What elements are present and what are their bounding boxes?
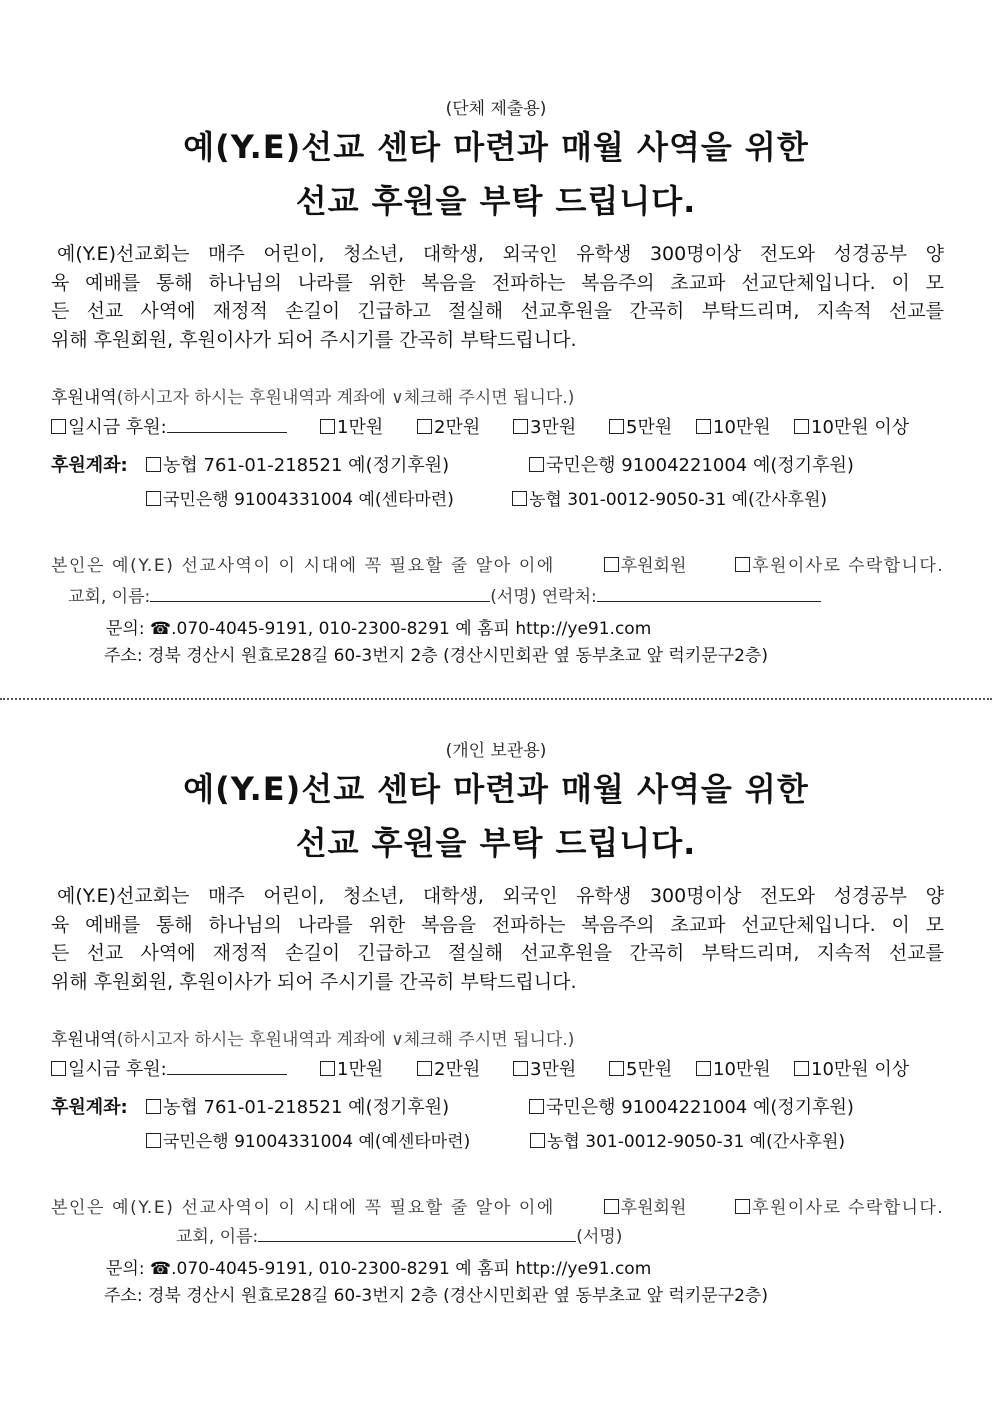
pledge-option-label: 후원이사로 수락합니다. [752, 1198, 944, 1218]
amount-option[interactable] [320, 1055, 383, 1081]
paragraph-line: 육 예배를 통해 하나님의 나라를 위한 복음을 전파하는 복음주의 초교파 선교단체입니다. 이 모 [51, 271, 944, 294]
lump-sum-amount-field[interactable] [167, 431, 287, 433]
title-line-2: 선교 후원을 부탁 드립니다. [295, 824, 697, 862]
church-name-field[interactable] [258, 1240, 576, 1242]
account-text: 국민은행 91004221004 예(정기후원) [546, 455, 854, 476]
pledge-option-label: 후원회원 [620, 556, 687, 576]
account-option[interactable] [146, 1093, 449, 1119]
checkbox-icon[interactable] [146, 491, 161, 506]
church-name-label: 교회, 이름: [68, 587, 151, 607]
intro-paragraph [51, 882, 944, 996]
amount-label: 10만원 [713, 1059, 771, 1080]
account-option[interactable] [146, 451, 449, 477]
checkbox-icon[interactable] [604, 557, 619, 572]
checkbox-icon[interactable] [513, 1061, 528, 1076]
account-option[interactable] [529, 451, 854, 477]
checkbox-icon[interactable] [146, 1099, 161, 1114]
amount-option[interactable] [513, 1055, 576, 1081]
amount-label: 5만원 [626, 417, 673, 438]
donation-details-heading [51, 383, 574, 408]
amount-option[interactable] [696, 413, 771, 439]
paragraph-line: 예(Y.E)선교회는 매주 어린이, 청소년, 대학생, 외국인 유학생 300명이상 전도와 성경공부 양 [57, 885, 944, 907]
address-line: 주소: 경북 경산시 원효로28길 60-3번지 2층 (경산시민회관 옆 동부초교 앞 럭키문구2층) [104, 646, 768, 666]
address-line: 주소: 경북 경산시 원효로28길 60-3번지 2층 (경산시민회관 옆 동부초교 앞 럭키문구2층) [104, 1286, 768, 1306]
form-type-tag: (개인 보관용) [445, 741, 547, 761]
paragraph-line: 든 선교 사역에 재정적 손길이 긴급하고 절실해 선교후원을 간곡히 부탁드리며, 지속적 선교를 [51, 942, 944, 964]
amount-label: 3만원 [530, 417, 577, 438]
checkbox-icon[interactable] [794, 1061, 809, 1076]
amount-label: 5만원 [626, 1059, 673, 1080]
lump-sum-option[interactable] [51, 413, 287, 439]
amount-label: 1만원 [337, 1059, 384, 1080]
amount-option[interactable] [417, 1055, 480, 1081]
pledge-member-option[interactable] [604, 1193, 687, 1218]
donation-details-heading [51, 1025, 574, 1050]
title-line-1: 예(Y.E)선교 센타 마련과 매월 사역을 위한 [183, 770, 809, 808]
checkbox-icon[interactable] [417, 1061, 432, 1076]
donation-hint: (하시고자 하시는 후원내역과 계좌에 ∨체크해 주시면 됩니다.) [116, 1030, 575, 1050]
inquiry-line: 문의: ☎.070-4045-9191, 010-2300-8291 예 홈피 http://ye91.com [106, 619, 652, 639]
paragraph-line: 위해 후원회원, 후원이사가 되어 주시기를 간곡히 부탁드립니다. [51, 328, 577, 351]
checkbox-icon[interactable] [529, 457, 544, 472]
account-text: 국민은행 91004221004 예(정기후원) [546, 1097, 854, 1118]
account-label: 후원계좌: [51, 1097, 128, 1118]
pledge-director-option[interactable] [735, 1193, 944, 1218]
checkbox-icon[interactable] [794, 419, 809, 434]
pledge-line [51, 551, 944, 576]
pledge-text: 본인은 예(Y.E) 선교사역이 이 시대에 꼭 필요할 줄 알아 이에 [51, 1198, 555, 1218]
checkbox-icon[interactable] [696, 1061, 711, 1076]
contact-label: 연락처: [541, 587, 597, 607]
amount-label: 3만원 [530, 1059, 577, 1080]
lump-sum-label: 일시금 후원: [68, 1059, 167, 1080]
checkbox-icon[interactable] [529, 1099, 544, 1114]
amount-option[interactable] [513, 413, 576, 439]
checkbox-icon[interactable] [146, 457, 161, 472]
intro-paragraph [51, 240, 944, 354]
checkbox-icon[interactable] [735, 557, 750, 572]
checkbox-icon[interactable] [735, 1199, 750, 1214]
account-option[interactable] [530, 1127, 845, 1152]
checkbox-icon[interactable] [320, 419, 335, 434]
checkbox-icon[interactable] [513, 419, 528, 434]
account-text: 국민은행 91004331004 예(예센타마련) [163, 1132, 471, 1152]
account-option[interactable] [529, 1093, 854, 1119]
account-option[interactable] [512, 485, 827, 510]
account-text: 농협 301-0012-9050-31 예(간사후원) [547, 1132, 846, 1152]
pledge-member-option[interactable] [604, 551, 687, 576]
amount-label: 2만원 [434, 1059, 481, 1080]
donation-label: 후원내역 [51, 388, 117, 408]
checkbox-icon[interactable] [320, 1061, 335, 1076]
checkbox-icon[interactable] [609, 1061, 624, 1076]
account-text: 농협 761-01-218521 예(정기후원) [163, 1097, 450, 1118]
account-option[interactable] [146, 1127, 470, 1152]
pledge-option-label: 후원이사로 수락합니다. [752, 556, 944, 576]
amount-option[interactable] [609, 413, 672, 439]
title-line-2: 선교 후원을 부탁 드립니다. [295, 182, 697, 220]
amount-option[interactable] [696, 1055, 771, 1081]
sign-label: (서명) [490, 587, 537, 607]
sign-label: (서명) [576, 1227, 623, 1247]
form-section-personal [0, 642, 992, 1342]
account-label: 후원계좌: [51, 455, 128, 476]
lump-sum-option[interactable] [51, 1055, 287, 1081]
paragraph-line: 육 예배를 통해 하나님의 나라를 위한 복음을 전파하는 복음주의 초교파 선교단체입니다. 이 모 [51, 913, 944, 936]
amount-label: 1만원 [337, 417, 384, 438]
donation-label: 후원내역 [51, 1030, 117, 1050]
form-type-tag: (단체 제출용) [445, 99, 547, 119]
church-name-field[interactable] [150, 600, 490, 602]
amount-label: 2만원 [434, 417, 481, 438]
checkbox-icon[interactable] [146, 1133, 161, 1148]
checkbox-icon[interactable] [512, 491, 527, 506]
amount-option[interactable] [794, 1055, 909, 1081]
checkbox-icon[interactable] [51, 1061, 66, 1076]
pledge-director-option[interactable] [735, 551, 944, 576]
form-section-submission [0, 0, 992, 698]
pledge-option-label: 후원회원 [620, 1198, 687, 1218]
checkbox-icon[interactable] [51, 419, 66, 434]
amount-option[interactable] [794, 413, 909, 439]
checkbox-icon[interactable] [530, 1133, 545, 1148]
lump-sum-label: 일시금 후원: [68, 417, 167, 438]
inquiry-line: 문의: ☎.070-4045-9191, 010-2300-8291 예 홈피 http://ye91.com [106, 1259, 652, 1279]
lump-sum-amount-field[interactable] [167, 1073, 287, 1075]
amount-label: 10만원 이상 [811, 417, 910, 438]
title-line-1: 예(Y.E)선교 센타 마련과 매월 사역을 위한 [183, 128, 809, 166]
signature-line [68, 582, 821, 607]
amount-option[interactable] [609, 1055, 672, 1081]
account-text: 국민은행 91004331004 예(센타마련) [163, 490, 454, 510]
amount-option[interactable] [417, 413, 480, 439]
pledge-line [51, 1193, 944, 1218]
account-option[interactable] [146, 485, 454, 510]
amount-label: 10만원 [713, 417, 771, 438]
paragraph-line: 예(Y.E)선교회는 매주 어린이, 청소년, 대학생, 외국인 유학생 300명이상 전도와 성경공부 양 [57, 243, 944, 265]
paragraph-line: 든 선교 사역에 재정적 손길이 긴급하고 절실해 선교후원을 간곡히 부탁드리며, 지속적 선교를 [51, 300, 944, 322]
amount-option[interactable] [320, 413, 383, 439]
paragraph-line: 위해 후원회원, 후원이사가 되어 주시기를 간곡히 부탁드립니다. [51, 970, 577, 993]
contact-field[interactable] [597, 600, 821, 602]
checkbox-icon[interactable] [696, 419, 711, 434]
account-text: 농협 761-01-218521 예(정기후원) [163, 455, 450, 476]
checkbox-icon[interactable] [609, 419, 624, 434]
donation-hint: (하시고자 하시는 후원내역과 계좌에 ∨체크해 주시면 됩니다.) [116, 388, 575, 408]
amount-label: 10만원 이상 [811, 1059, 910, 1080]
checkbox-icon[interactable] [604, 1199, 619, 1214]
church-name-label: 교회, 이름: [176, 1227, 259, 1247]
signature-line [176, 1222, 622, 1247]
pledge-text: 본인은 예(Y.E) 선교사역이 이 시대에 꼭 필요할 줄 알아 이에 [51, 556, 555, 576]
checkbox-icon[interactable] [417, 419, 432, 434]
account-text: 농협 301-0012-9050-31 예(간사후원) [529, 490, 828, 510]
